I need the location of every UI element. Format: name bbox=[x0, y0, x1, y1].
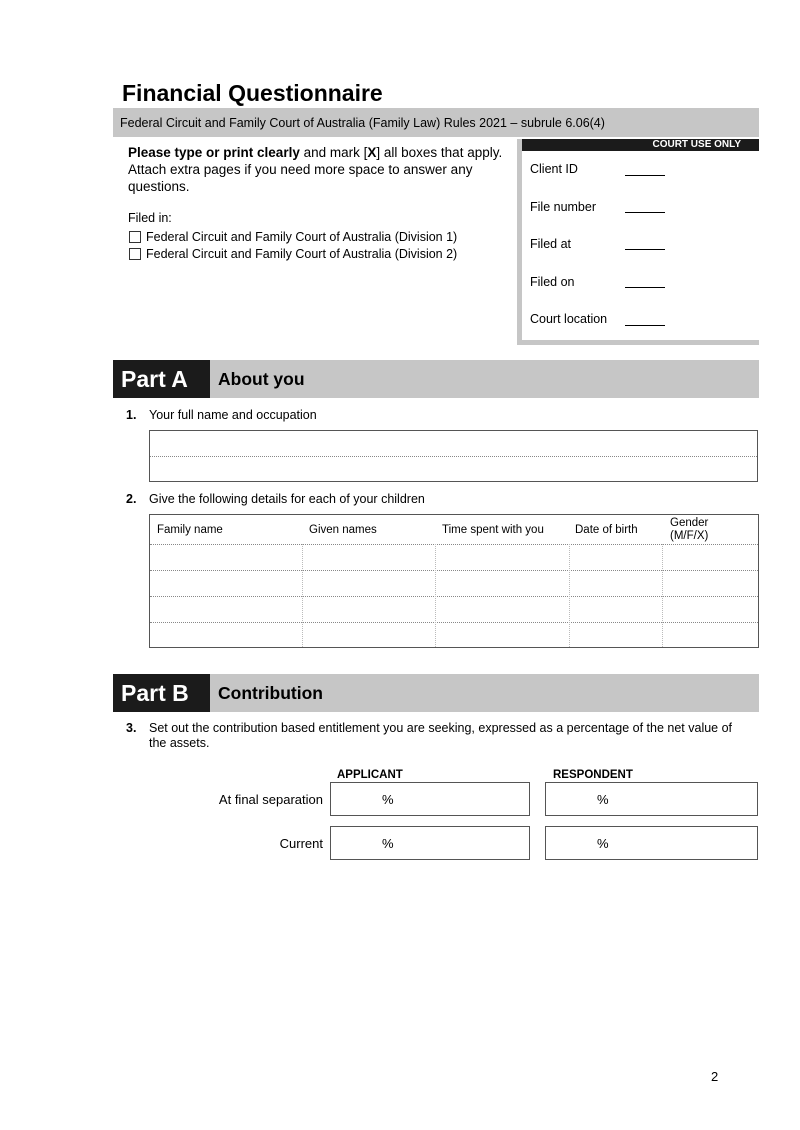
rule-banner bbox=[113, 108, 759, 137]
instructions-emphasis: Please type or print clearly bbox=[128, 145, 300, 160]
applicant-final-separation-field[interactable] bbox=[330, 782, 530, 816]
question-3-text: Set out the contribution based entitlement you are seeking, expressed as a percentage of the net value of the assets. bbox=[149, 721, 733, 750]
part-b-title: Contribution bbox=[218, 683, 323, 703]
column-divider bbox=[435, 544, 436, 647]
part-a-header bbox=[113, 360, 759, 398]
applicant-heading: APPLICANT bbox=[337, 769, 403, 781]
filed-option-division-2[interactable] bbox=[129, 247, 457, 261]
court-line-filed-at[interactable] bbox=[625, 249, 665, 250]
instructions-rest: ] all boxes that apply. Attach extra pages if you need more space to answer any questions. bbox=[128, 145, 503, 194]
table-row-divider bbox=[150, 622, 758, 623]
children-table bbox=[149, 514, 759, 648]
page-title: Financial Questionnaire bbox=[122, 80, 383, 106]
filed-option-division-1[interactable] bbox=[129, 230, 457, 244]
percent-sign: % bbox=[597, 792, 609, 807]
court-line-filed-on[interactable] bbox=[625, 287, 665, 288]
court-use-panel bbox=[517, 139, 759, 345]
column-date-of-birth: Date of birth bbox=[575, 524, 638, 536]
table-row-divider bbox=[150, 544, 758, 545]
table-row-divider bbox=[150, 596, 758, 597]
percent-sign: % bbox=[382, 792, 394, 807]
court-field-court-location: Court location bbox=[530, 312, 608, 326]
column-divider bbox=[662, 544, 663, 647]
percent-sign: % bbox=[597, 836, 609, 851]
column-divider bbox=[302, 544, 303, 647]
name-occupation-field[interactable] bbox=[149, 430, 758, 482]
filed-option-label: Federal Circuit and Family Court of Australia (Division 1) bbox=[146, 230, 458, 244]
column-divider bbox=[569, 544, 570, 647]
table-row-divider bbox=[150, 570, 758, 571]
row-final-separation: At final separation bbox=[218, 792, 323, 807]
court-field-filed-at: Filed at bbox=[530, 237, 571, 251]
filed-in-label: Filed in: bbox=[128, 211, 172, 225]
checkbox-division-2[interactable] bbox=[129, 248, 141, 260]
question-1-text: Your full name and occupation bbox=[149, 408, 317, 422]
question-2-text: Give the following details for each of your children bbox=[149, 492, 425, 506]
checkbox-division-1[interactable] bbox=[129, 231, 141, 243]
part-b-tag: Part B bbox=[113, 674, 210, 712]
dotted-separator bbox=[150, 456, 757, 457]
column-given-names: Given names bbox=[309, 524, 377, 536]
respondent-heading: RESPONDENT bbox=[553, 769, 633, 781]
column-gender: Gender (M/F/X) bbox=[670, 517, 709, 542]
part-a-title: About you bbox=[218, 369, 305, 389]
page-number: 2 bbox=[711, 1069, 719, 1084]
court-field-client-id: Client ID bbox=[530, 162, 578, 176]
question-2-number: 2. bbox=[126, 492, 137, 506]
row-current: Current bbox=[279, 836, 323, 851]
respondent-current-field[interactable] bbox=[545, 826, 758, 860]
column-family-name: Family name bbox=[157, 524, 223, 536]
respondent-final-separation-field[interactable] bbox=[545, 782, 758, 816]
part-a-tag: Part A bbox=[113, 360, 210, 398]
part-b-header bbox=[113, 674, 759, 712]
rule-reference: Federal Circuit and Family Court of Australia (Family Law) Rules 2021 – subrule 6.06(4) bbox=[120, 116, 605, 130]
percent-sign: % bbox=[382, 836, 394, 851]
instructions-mid: and mark [ bbox=[299, 145, 368, 160]
question-1-number: 1. bbox=[126, 408, 137, 422]
instructions bbox=[128, 144, 518, 195]
instructions-x: X bbox=[367, 145, 377, 160]
court-use-heading: COURT USE ONLY bbox=[522, 139, 759, 151]
applicant-current-field[interactable] bbox=[330, 826, 530, 860]
question-3-number: 3. bbox=[126, 721, 137, 735]
filed-option-label: Federal Circuit and Family Court of Australia (Division 2) bbox=[146, 247, 458, 261]
court-field-file-number: File number bbox=[530, 200, 596, 214]
court-field-filed-on: Filed on bbox=[530, 275, 575, 289]
column-time-spent: Time spent with you bbox=[442, 524, 544, 536]
court-line-client-id[interactable] bbox=[625, 175, 665, 176]
court-line-court-location[interactable] bbox=[625, 325, 665, 326]
court-line-file-number[interactable] bbox=[625, 212, 665, 213]
